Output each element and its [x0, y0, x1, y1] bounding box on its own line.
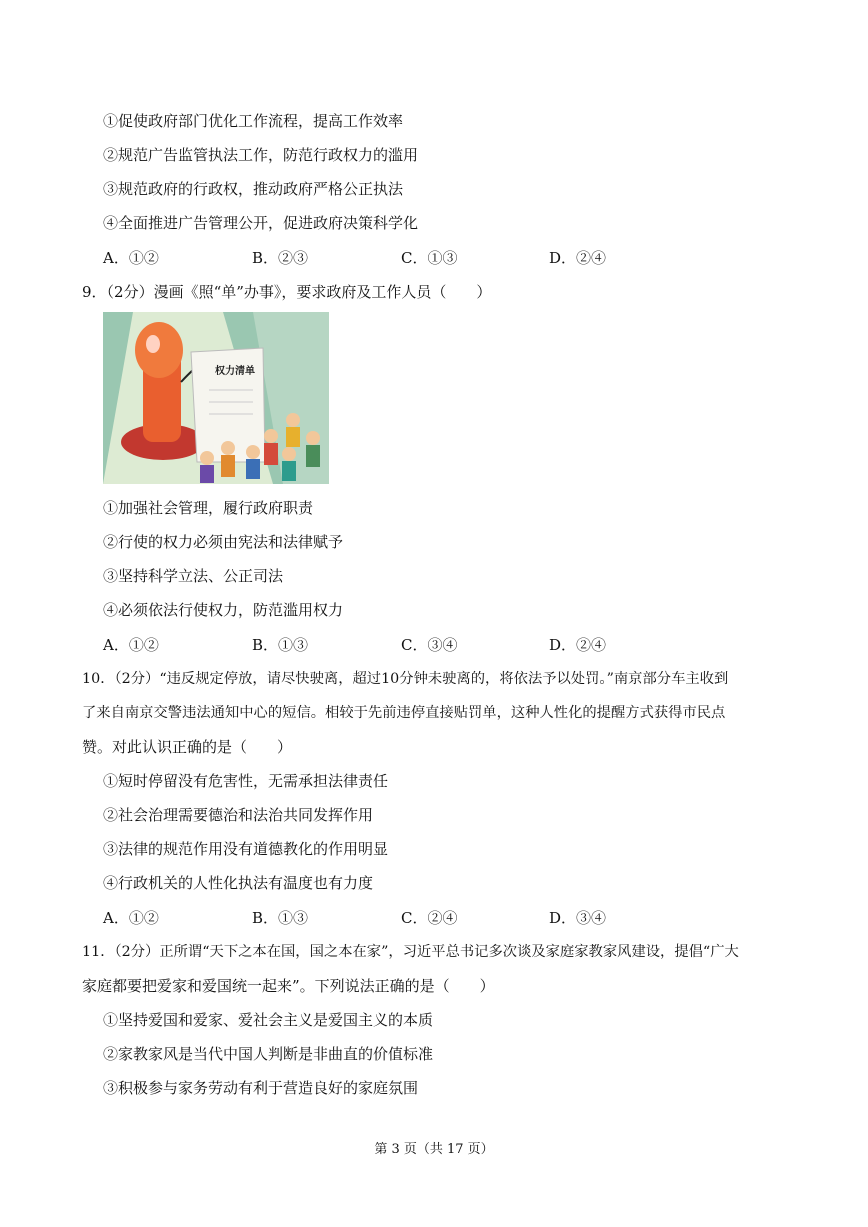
q9-option-b: B．①③	[252, 636, 309, 654]
q11-item-3: ③积极参与家务劳动有利于营造良好的家庭氛围	[103, 1079, 419, 1097]
q10-option-c: C．②④	[401, 909, 458, 927]
q8-item-1: ①促使政府部门优化工作流程，提高工作效率	[103, 112, 404, 130]
q10-item-4: ④行政机关的人性化执法有温度也有力度	[103, 874, 374, 892]
q10-item-1: ①短时停留没有危害性，无需承担法律责任	[103, 772, 389, 790]
q9-option-d: D．②④	[549, 636, 607, 654]
q11-stem-line-2: 家庭都要把爱家和爱国统一起来”。下列说法正确的是（ ）	[82, 977, 495, 995]
q9-option-c: C．③④	[401, 636, 458, 654]
q10-stem-line-2: 了来自南京交警违法通知中心的短信。相较于先前违停直接贴罚单，这种人性化的提醒方式获得市民点	[82, 705, 726, 721]
q8-item-2: ②规范广告监管执法工作，防范行政权力的滥用	[103, 146, 419, 164]
q11-stem-line-1: 11．（2分）正所谓“天下之本在国，国之本在家”，习近平总书记多次谈及家庭家教家风建设，提倡“广大	[82, 944, 739, 960]
q10-item-3: ③法律的规范作用没有道德教化的作用明显	[103, 840, 389, 858]
q9-item-2: ②行使的权力必须由宪法和法律赋予	[103, 533, 344, 551]
q8-item-3: ③规范政府的行政权，推动政府严格公正执法	[103, 180, 404, 198]
q10-item-2: ②社会治理需要德治和法治共同发挥作用	[103, 806, 374, 824]
q9-stem: 9．（2分）漫画《照“单”办事》，要求政府及工作人员（ ）	[82, 283, 492, 301]
q10-stem-line-1: 10．（2分）“违反规定停放，请尽快驶离，超过10分钟未驶离的，将依法予以处罚。”南京部分车主收到	[82, 671, 729, 687]
q8-option-b: B．②③	[252, 249, 309, 267]
q10-option-b: B．①③	[252, 909, 309, 927]
q10-option-a: A．①②	[103, 909, 159, 927]
q8-item-4: ④全面推进广告管理公开，促进政府决策科学化	[103, 214, 419, 232]
q8-option-d: D．②④	[549, 249, 607, 267]
q11-item-1: ①坚持爱国和爱家、爱社会主义是爱国主义的本质	[103, 1011, 434, 1029]
q9-cartoon-image	[103, 312, 329, 484]
q11-item-2: ②家教家风是当代中国人判断是非曲直的价值标准	[103, 1045, 434, 1063]
q9-item-3: ③坚持科学立法、公正司法	[103, 567, 284, 585]
q9-item-1: ①加强社会管理，履行政府职责	[103, 499, 314, 517]
q10-option-d: D．③④	[549, 909, 607, 927]
q9-item-4: ④必须依法行使权力，防范滥用权力	[103, 601, 344, 619]
q8-option-c: C．①③	[401, 249, 458, 267]
page-footer: 第 3 页（共 17 页）	[374, 1142, 494, 1157]
cartoon-caption: 权力清单	[215, 366, 255, 377]
q10-stem-line-3: 赞。对此认识正确的是（ ）	[82, 738, 293, 756]
q9-option-a: A．①②	[103, 636, 159, 654]
q8-option-a: A．①②	[103, 249, 159, 267]
